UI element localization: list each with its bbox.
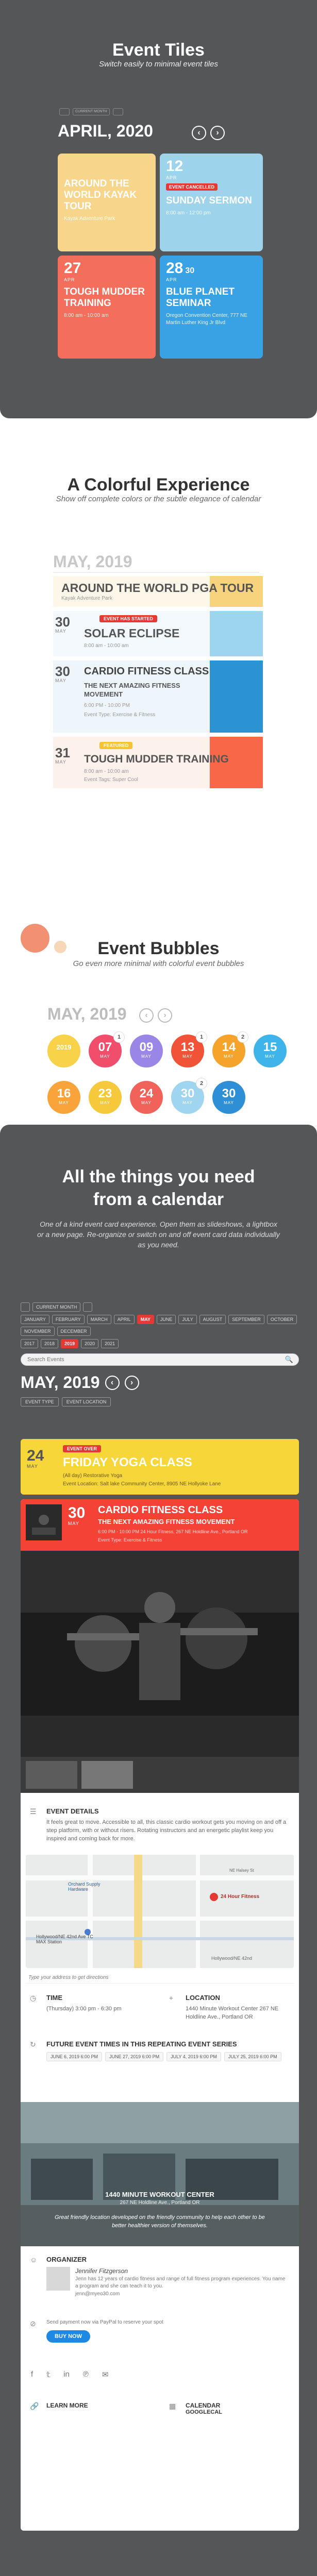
event-meta: 6:00 PM - 10:00 PM 24 Hour Fitness, 267 NE Holdline Ave., Portland OR — [98, 1529, 248, 1534]
calendar-month-header — [21, 1373, 299, 1392]
event-month: MAY — [68, 1521, 79, 1526]
next-month-button[interactable]: › — [125, 1376, 139, 1390]
tile-meta: 8:00 am - 12:00 pm — [166, 210, 211, 216]
row-date — [55, 615, 81, 634]
search-placeholder: Search Events — [27, 1357, 64, 1363]
tile-title: AROUND THE WORLD KAYAK TOUR — [64, 178, 137, 212]
venue-description: Great friendly location developed on the friendly community to help each other to be better healthier version of themselves. — [55, 2214, 265, 2229]
tile-blue-planet[interactable] — [160, 256, 263, 359]
colorful-row-cardio[interactable] — [53, 660, 263, 733]
colorful-subtitle: Show off complete colors or the subtle elegance of calendar — [56, 495, 261, 503]
event-title: CARDIO FITNESS CLASS — [98, 1504, 223, 1516]
row-date — [55, 746, 81, 765]
location-label: LOCATION — [186, 1994, 220, 2002]
tile-day-end: 30 — [185, 266, 195, 275]
calendar-title-line1: All the things you need — [62, 1167, 255, 1187]
bubble-month: MAY — [182, 1054, 193, 1059]
thumbnail-image — [26, 1504, 62, 1540]
event-header[interactable] — [21, 1499, 299, 1551]
year-option[interactable]: 2020 — [81, 1339, 98, 1348]
future-time-item[interactable]: JULY 25, 2019 6:00 PM — [224, 2052, 281, 2061]
photo-thumbnail[interactable] — [26, 1761, 77, 1789]
map-label: Hollywood/NE 42nd — [211, 1956, 253, 1961]
tile-tough-mudder[interactable] — [58, 256, 156, 359]
row-meta: 6:00 PM - 10:00 PM — [84, 703, 130, 708]
current-month-button[interactable]: CURRENT MONTH — [32, 1302, 80, 1312]
filter-event-type[interactable]: EVENT TYPE — [21, 1397, 59, 1406]
colorful-title: A Colorful Experience — [67, 475, 250, 495]
social-share — [21, 2370, 299, 2379]
calendar-month: MAY, 2019 — [21, 1373, 100, 1392]
colorful-month: MAY, 2019 — [53, 552, 132, 571]
month-option[interactable]: OCTOBER — [267, 1315, 297, 1324]
filter-row — [21, 1397, 299, 1406]
tiles-title: Event Tiles — [112, 40, 205, 60]
future-times-list — [46, 2052, 289, 2061]
bubble-month: MAY — [100, 1100, 110, 1105]
location-section — [160, 1994, 299, 2021]
row-title: CARDIO FITNESS CLASS — [84, 666, 209, 677]
event-card-yoga[interactable] — [21, 1439, 299, 1495]
bubble-month: MAY — [141, 1100, 152, 1105]
pinterest-icon[interactable]: ℗ — [82, 2370, 89, 2379]
bubble-count-badge: 2 — [196, 1078, 207, 1089]
colorful-row-pga[interactable] — [53, 576, 263, 607]
colorful-row-mudder[interactable] — [53, 737, 263, 788]
control-right[interactable] — [83, 1302, 92, 1312]
row-date — [55, 665, 81, 683]
search-icon[interactable]: 🔍 — [285, 1355, 293, 1363]
bubble-month: MAY — [100, 1054, 110, 1059]
bubbles-month: MAY, 2019 — [47, 1005, 127, 1023]
event-bubble[interactable] — [130, 1081, 163, 1114]
calendar-controls — [21, 1302, 299, 1312]
month-option[interactable]: MARCH — [87, 1315, 111, 1324]
event-day: 24 — [27, 1447, 44, 1464]
tile-month: APR — [166, 277, 177, 282]
venue-card[interactable] — [21, 2102, 299, 2246]
month-option[interactable]: JUNE — [157, 1315, 176, 1324]
event-meta: (All day) Restorative Yoga — [63, 1473, 123, 1479]
calendar-description: One of a kind event card experience. Open them as slideshows, a lightbox or a new page. Re-organize or switch on and off event card data individually as you need. — [37, 1220, 280, 1249]
filter-event-location[interactable]: EVENT LOCATION — [62, 1397, 111, 1406]
featured-badge: FEATURED — [99, 742, 132, 749]
event-thumbnail — [26, 1504, 62, 1540]
month-option[interactable]: JULY — [178, 1315, 196, 1324]
organizer-avatar — [46, 2267, 70, 2291]
venue-name: 1440 MINUTE WORKOUT CENTER — [105, 2191, 214, 2198]
tiles-month: APRIL, 2020 — [58, 122, 153, 140]
event-title: FRIDAY YOGA CLASS — [63, 1455, 192, 1469]
control-left[interactable] — [21, 1302, 30, 1312]
details-label: EVENT DETAILS — [46, 1807, 99, 1815]
tile-title: SUNDAY SERMON — [166, 195, 252, 206]
bubble-month: MAY — [265, 1054, 275, 1059]
calendar-title — [0, 1165, 317, 1211]
link-icon: 🔗 — [30, 2402, 39, 2410]
event-day: 30 — [68, 1504, 86, 1521]
event-bubble[interactable] — [47, 1035, 80, 1067]
year-option[interactable]: 2018 — [41, 1339, 58, 1348]
map-label: NE Halsey St — [229, 1868, 254, 1873]
buy-now-button[interactable]: BUY NOW — [46, 2330, 90, 2343]
row-month: MAY — [55, 678, 66, 683]
organizer-name: Jennifer Fitzgerson — [75, 2267, 128, 2275]
event-bubble[interactable] — [212, 1081, 245, 1114]
bubble-day: 30 — [180, 1087, 195, 1100]
tile-month: APR — [64, 277, 75, 282]
row-title: SOLAR ECLIPSE — [84, 626, 180, 640]
photo-thumbnails[interactable] — [21, 1757, 299, 1793]
bubbles-subtitle: Go even more minimal with colorful event bubbles — [73, 959, 244, 968]
event-bubble[interactable] — [89, 1081, 122, 1114]
bubble-day: 09 — [139, 1040, 154, 1054]
colorful-row-solar[interactable] — [53, 611, 263, 656]
venue-address: 267 NE Holdline Ave., Portland OR — [120, 2200, 200, 2206]
paypal-section — [21, 2319, 299, 2343]
paypal-icon: ⊘ — [30, 2319, 36, 2328]
event-bubble[interactable] — [171, 1081, 204, 1114]
bubble-day: 07 — [98, 1040, 112, 1054]
calendar-title-line2: from a calendar — [93, 1190, 224, 1209]
tile-month: APR — [166, 175, 177, 180]
month-option[interactable]: APRIL — [114, 1315, 135, 1324]
divider — [53, 572, 259, 573]
tile-day: 27 — [64, 260, 81, 277]
photo-thumbnail[interactable] — [81, 1761, 133, 1789]
month-option[interactable]: JANUARY — [21, 1315, 49, 1324]
tile-sunday-sermon[interactable] — [160, 154, 263, 251]
row-color-half — [210, 611, 263, 656]
bubble-day: 24 — [139, 1087, 154, 1100]
map-label: Hollywood/NE 42nd Ave TC MAX Station — [36, 1934, 93, 1944]
row-title: TOUGH MUDDER TRAINING — [84, 753, 229, 765]
event-details-section — [21, 1807, 299, 1843]
event-location: Event Location: Salt lake Community Center, 8905 NE Hollyoke Lane — [63, 1481, 221, 1487]
google-calendar-link[interactable]: GOOGLECAL — [186, 2409, 222, 2415]
tile-day: 28 — [166, 260, 183, 277]
bubble-month: MAY — [182, 1100, 193, 1105]
event-date — [27, 1448, 44, 1469]
month-option[interactable]: FEBRUARY — [52, 1315, 85, 1324]
year-option[interactable]: 2019 — [61, 1339, 78, 1348]
event-type: Event Type: Exercise & Fitness — [98, 1537, 162, 1543]
directions-input[interactable]: Type your address to get directions — [26, 1972, 294, 1984]
map-label: Orchard Supply Hardware — [68, 1882, 101, 1892]
tile-day: 12 — [166, 158, 183, 175]
location-pin-icon: ⌖ — [169, 1994, 173, 2002]
event-bubble[interactable] — [254, 1035, 287, 1067]
started-badge: EVENT HAS STARTED — [99, 615, 157, 622]
bubble-day: 23 — [98, 1087, 112, 1100]
tile-meta: 8:00 am - 10:00 am — [64, 313, 109, 318]
event-bubble[interactable] — [47, 1081, 80, 1114]
event-bubble[interactable] — [171, 1035, 204, 1067]
bubble-day: 16 — [57, 1087, 71, 1100]
location-value: 1440 Minute Workout Center 267 NE Holdline Ave., Portland OR — [186, 2006, 279, 2020]
row-day: 30 — [55, 664, 70, 679]
event-card-cardio-expanded — [21, 1499, 299, 2531]
add-to-calendar[interactable] — [160, 2402, 299, 2415]
time-section — [21, 1994, 160, 2013]
month-option[interactable]: MAY — [137, 1315, 154, 1324]
mini-control-left[interactable] — [59, 108, 70, 115]
prev-month-button[interactable]: ‹ — [105, 1376, 120, 1390]
event-bubble[interactable] — [130, 1035, 163, 1067]
event-over-badge: EVENT OVER — [63, 1445, 101, 1452]
year-option[interactable]: 2021 — [101, 1339, 119, 1348]
cancelled-badge: EVENT CANCELLED — [166, 183, 218, 191]
row-day: 31 — [55, 745, 70, 760]
row-month: MAY — [55, 629, 66, 634]
row-meta-type: Event Type: Exercise & Fitness — [84, 712, 156, 718]
organizer-icon: ☺ — [30, 2256, 38, 2264]
organizer-description: Jenn has 12 years of cardio fitness and range of full fitness program experiences. You name a program and she can teach it to you. — [75, 2276, 286, 2289]
bubble-month: MAY — [224, 1054, 234, 1059]
row-meta: Kayak Adventure Park — [61, 596, 112, 601]
bubble-month: MAY — [141, 1054, 152, 1059]
organizer-email[interactable]: jenn@myeo30.com — [75, 2291, 120, 2297]
bubble-month: MAY — [224, 1100, 234, 1105]
current-month-button[interactable]: CURRENT MONTH — [73, 108, 110, 115]
tile-meta: Oregon Convention Center, 777 NE Martin Luther King Jr Blvd — [166, 313, 247, 326]
tile-title: TOUGH MUDDER TRAINING — [64, 286, 145, 309]
learn-more-link[interactable] — [21, 2402, 160, 2409]
tile-kayak-tour[interactable] — [58, 154, 156, 251]
organizer-section — [21, 2256, 299, 2297]
organizer-label: ORGANIZER — [46, 2256, 87, 2263]
event-bubble[interactable] — [212, 1035, 245, 1067]
search-input[interactable] — [21, 1353, 299, 1366]
linkedin-icon[interactable]: in — [63, 2370, 70, 2379]
repeat-icon: ↻ — [30, 2040, 36, 2048]
prev-month-button[interactable]: ‹ — [139, 1008, 154, 1023]
bubble-day: 15 — [263, 1040, 277, 1054]
event-subtitle: THE NEXT AMAZING FITNESS MOVEMENT — [98, 1518, 235, 1526]
future-time-item[interactable]: JUNE 27, 2019 6:00 PM — [105, 2052, 163, 2061]
event-photo[interactable] — [21, 1551, 299, 1757]
month-option[interactable]: AUGUST — [199, 1315, 226, 1324]
bubble-day: 30 — [222, 1087, 236, 1100]
bubble-day: 13 — [180, 1040, 195, 1054]
event-month: MAY — [27, 1464, 38, 1469]
bubble-count-badge: 1 — [196, 1031, 207, 1043]
row-meta: 8:00 am - 10:00 am — [84, 643, 129, 649]
details-text: It feels great to move. Accessible to all, this classic cardio workout gets you moving on and off a step platform, with or without risers. Rotating instructors and an energetic playlist keep you inspired and coming back for more. — [46, 1819, 287, 1842]
bubble-day: 14 — [222, 1040, 236, 1054]
row-meta: 8:00 am - 10:00 am — [84, 769, 129, 774]
future-times-section — [21, 2040, 299, 2061]
month-option[interactable]: NOVEMBER — [21, 1327, 55, 1336]
calendar-icon: ▦ — [169, 2402, 176, 2410]
prev-month-button[interactable]: ‹ — [192, 126, 206, 140]
future-label: FUTURE EVENT TIMES IN THIS REPEATING EVENT SERIES — [46, 2040, 237, 2048]
time-label: TIME — [46, 1994, 63, 2002]
bubbles-month-nav — [139, 1008, 172, 1023]
calendar-label: CALENDAR — [186, 2402, 221, 2409]
bubble-count-badge: 1 — [113, 1031, 125, 1043]
year-option[interactable]: 2017 — [21, 1339, 38, 1348]
row-month: MAY — [55, 759, 66, 765]
next-month-button[interactable]: › — [158, 1008, 172, 1023]
learn-more-label: LEARN MORE — [46, 2402, 88, 2409]
bubbles-title: Event Bubbles — [97, 939, 220, 958]
gym-photo-image — [21, 1551, 299, 1757]
row-subtitle: THE NEXT AMAZING FITNESS MOVEMENT — [84, 682, 180, 698]
tiles-month-nav — [192, 126, 225, 140]
bubble-month: MAY — [59, 1100, 69, 1105]
mini-control-right[interactable] — [113, 108, 123, 115]
map-label: 24 Hour Fitness — [221, 1894, 260, 1900]
year-selector — [21, 1339, 299, 1348]
event-date — [68, 1505, 85, 1526]
tiles-mini-controls — [59, 108, 123, 115]
clock-icon: ◷ — [30, 1994, 37, 2002]
row-meta-tags: Event Tags: Super Cool — [84, 777, 138, 783]
email-icon[interactable]: ✉ — [102, 2370, 109, 2379]
month-option[interactable]: DECEMBER — [57, 1327, 91, 1336]
tile-meta: Kayak Adventure Park — [64, 216, 115, 222]
next-month-button[interactable]: › — [210, 126, 225, 140]
time-value: (Thursday) 3:00 pm - 6:30 pm — [46, 2006, 122, 2012]
month-option[interactable]: SEPTEMBER — [228, 1315, 264, 1324]
twitter-icon[interactable]: 𝕥 — [46, 2370, 51, 2379]
row-day: 30 — [55, 614, 70, 630]
event-bubble[interactable] — [89, 1035, 122, 1067]
bubble-count-badge: 2 — [237, 1031, 248, 1043]
paypal-text: Send payment now via PayPal to reserve your spot — [46, 2319, 163, 2325]
calendar-widget — [21, 1302, 299, 1406]
facebook-icon[interactable]: f — [31, 2370, 34, 2379]
row-title: AROUND THE WORLD PGA TOUR — [61, 581, 254, 595]
details-icon: ☰ — [30, 1807, 37, 1816]
future-time-item[interactable]: JULY 4, 2019 6:00 PM — [166, 2052, 221, 2061]
tiles-subtitle: Switch easily to minimal event tiles — [99, 60, 218, 69]
event-map[interactable] — [26, 1855, 294, 1968]
bubble-day: 2019 — [56, 1043, 72, 1051]
tile-title: BLUE PLANET SEMINAR — [166, 286, 235, 309]
month-selector — [21, 1315, 299, 1336]
future-time-item[interactable]: JUNE 6, 2019 6:00 PM — [46, 2052, 102, 2061]
